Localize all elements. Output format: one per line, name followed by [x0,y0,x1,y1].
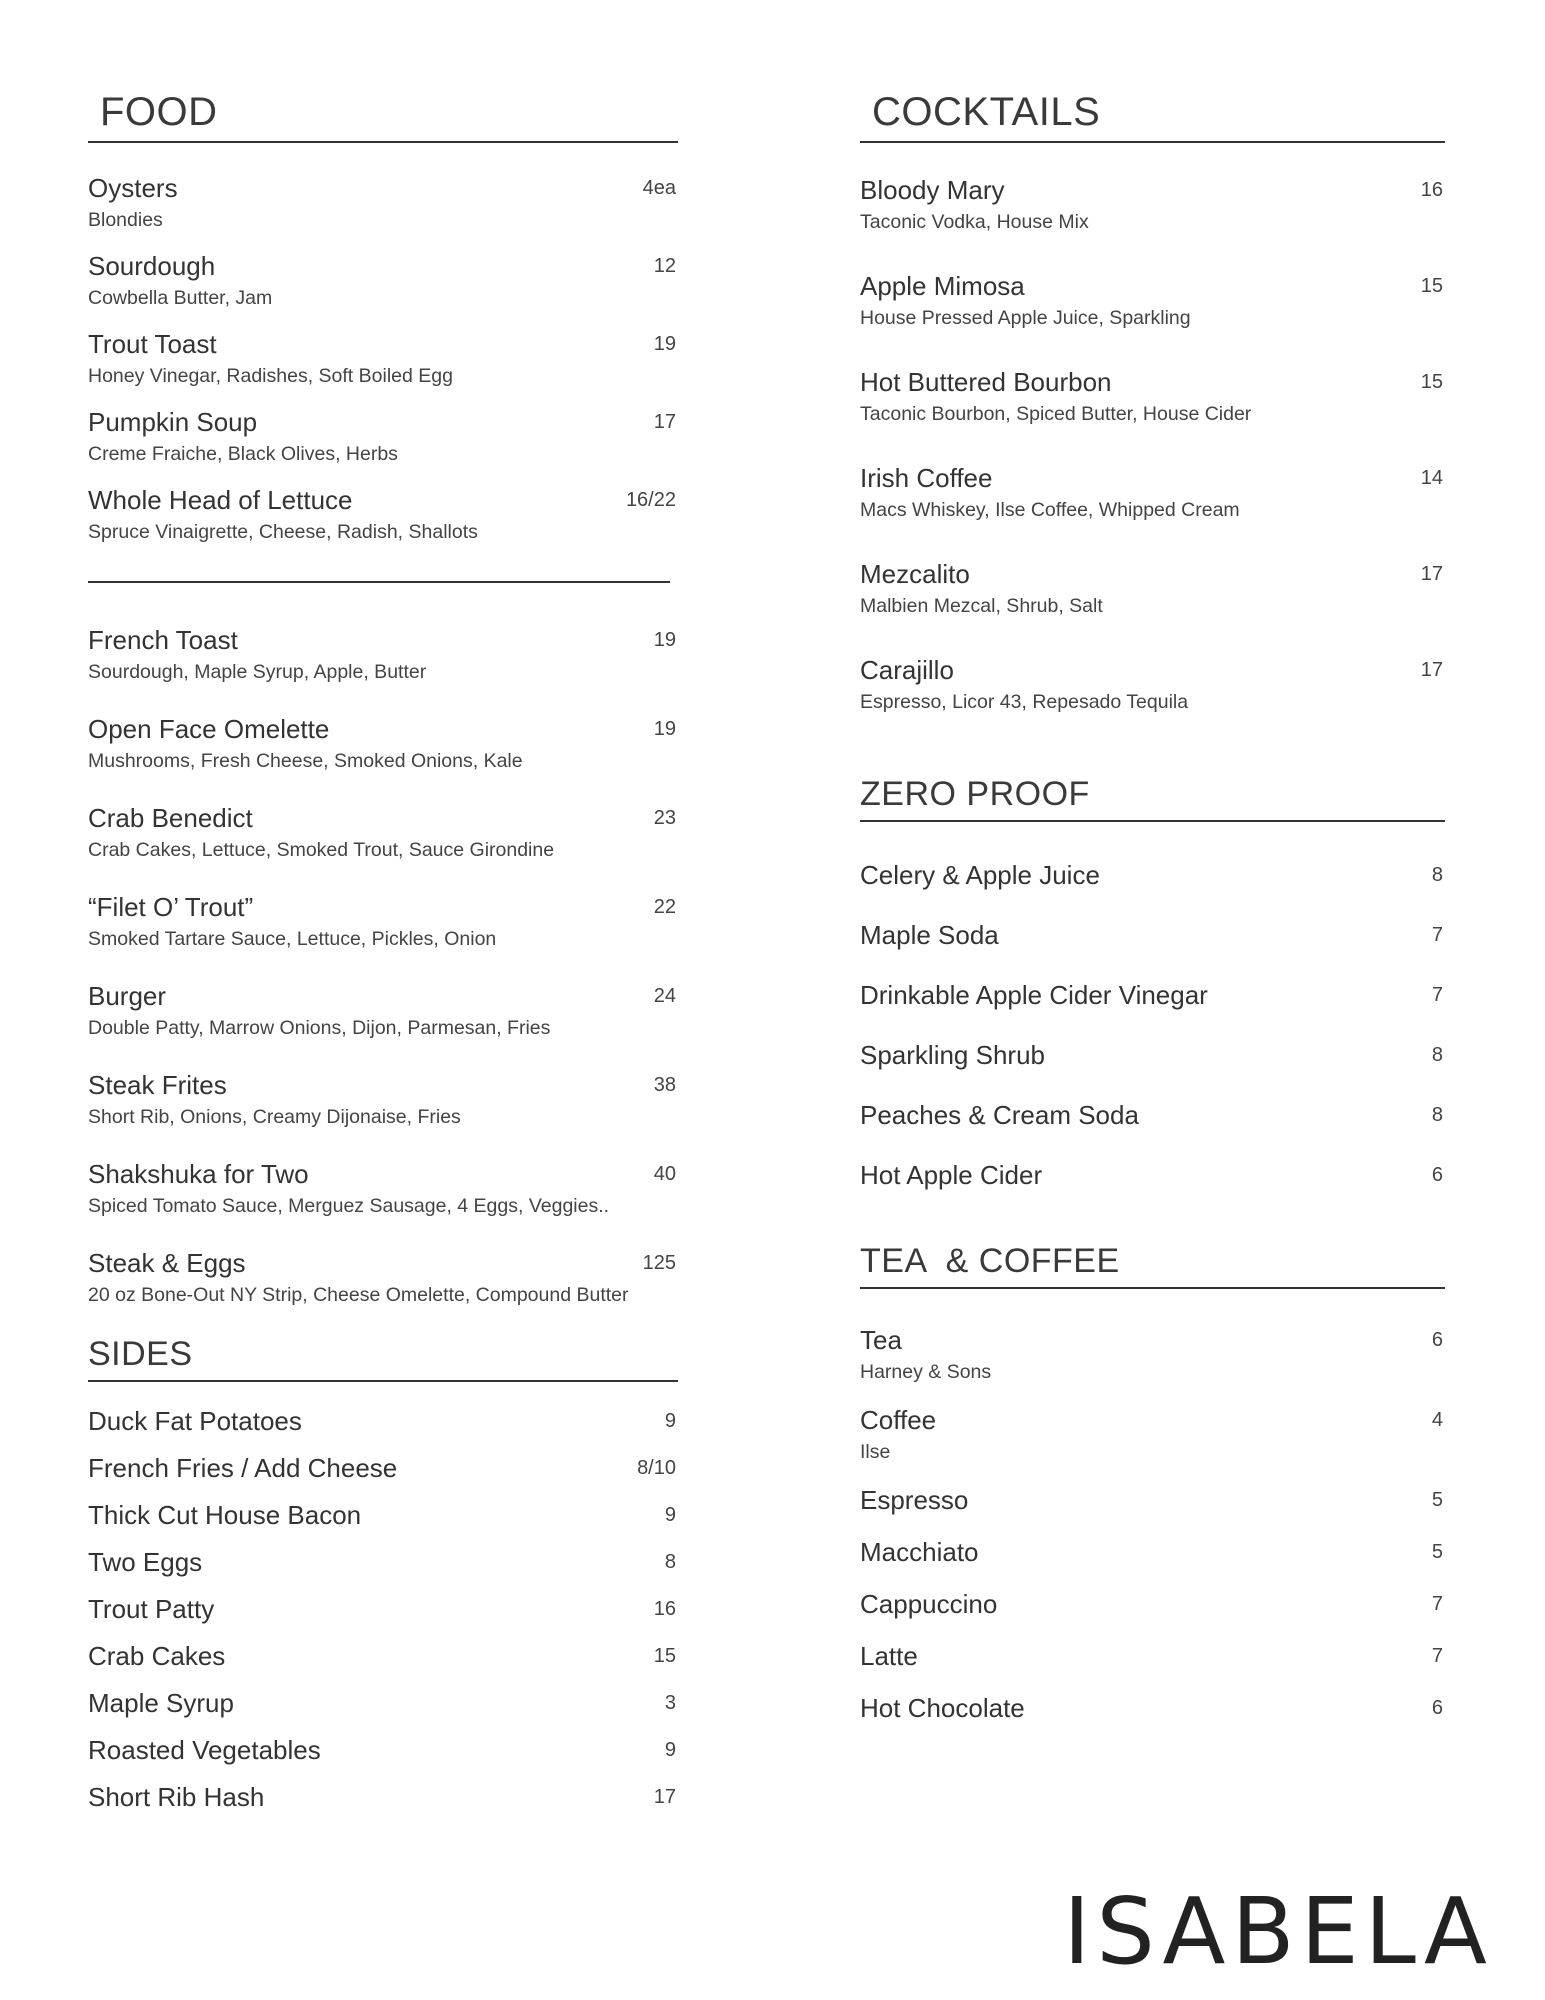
item-price: 9 [664,1410,676,1432]
item-price: 16/22 [625,489,676,511]
food-mains-list [88,623,678,1308]
item-name: Hot Chocolate [860,1693,1025,1723]
cocktails-section [860,90,1445,715]
item-description: Blondies [88,209,163,231]
menu-item [88,249,678,311]
item-price: 8 [1431,864,1443,886]
menu-item [860,269,1445,331]
item-price: 19 [653,333,676,355]
menu-item [88,1545,678,1579]
item-price: 38 [653,1074,676,1096]
item-description: House Pressed Apple Juice, Sparkling [860,307,1191,329]
item-price: 17 [653,411,676,433]
item-price: 8/10 [637,1457,676,1479]
item-price: 7 [1431,1645,1443,1667]
zero-proof-list [860,858,1445,1192]
item-name: Latte [860,1641,918,1671]
menu-item [88,1733,678,1767]
menu-item [860,557,1445,619]
item-description: Spiced Tomato Sauce, Merguez Sausage, 4 Eggs, Veggies.. [88,1195,610,1217]
item-description: Cowbella Butter, Jam [88,287,273,309]
item-description: Double Patty, Marrow Onions, Dijon, Parmesan, Fries [88,1017,551,1039]
item-name: Open Face Omelette [88,714,330,744]
menu-item [88,801,678,863]
item-price: 8 [664,1551,676,1573]
item-name: Peaches & Cream Soda [860,1100,1139,1130]
tea-coffee-section [860,1242,1445,1725]
menu-item [860,1535,1445,1569]
cocktails-section-title: COCKTAILS [860,90,1445,143]
zero-proof-section-title: ZERO PROOF [860,775,1445,822]
item-price: 6 [1431,1164,1443,1186]
item-name: Two Eggs [88,1547,203,1577]
item-price: 17 [1420,563,1443,585]
item-description: Ilse [860,1441,891,1463]
menu-item [860,1639,1445,1673]
item-name: Trout Patty [88,1594,215,1624]
item-name: French Fries / Add Cheese [88,1453,398,1483]
item-name: Crab Cakes [88,1641,226,1671]
menu-item [88,1404,678,1438]
food-starters-list [88,171,678,545]
item-name: Thick Cut House Bacon [88,1500,362,1530]
item-price: 4ea [642,177,676,199]
item-description: Mushrooms, Fresh Cheese, Smoked Onions, Kale [88,750,523,772]
item-name: French Toast [88,625,238,655]
menu-item [860,1403,1445,1465]
item-name: Espresso [860,1485,969,1515]
menu-item [860,1158,1445,1192]
item-price: 24 [653,985,676,1007]
item-description: Malbien Mezcal, Shrub, Salt [860,595,1103,617]
item-price: 14 [1420,467,1443,489]
item-price: 15 [653,1645,676,1667]
item-description: Crab Cakes, Lettuce, Smoked Trout, Sauce Girondine [88,839,555,861]
item-description: Sourdough, Maple Syrup, Apple, Butter [88,661,427,683]
menu-item [88,327,678,389]
item-price: 6 [1431,1329,1443,1351]
left-column [88,90,678,1827]
item-name: Irish Coffee [860,463,993,493]
item-name: Duck Fat Potatoes [88,1406,302,1436]
menu-item [88,1780,678,1814]
item-description: Macs Whiskey, Ilse Coffee, Whipped Cream [860,499,1240,521]
menu-item [860,1038,1445,1072]
item-name: “Filet O’ Trout” [88,892,254,922]
item-price: 22 [653,896,676,918]
item-name: Tea [860,1325,902,1355]
item-name: Short Rib Hash [88,1782,265,1812]
menu-item [860,1691,1445,1725]
menu-item [88,1592,678,1626]
item-name: Pumpkin Soup [88,407,258,437]
item-name: Hot Apple Cider [860,1160,1043,1190]
item-description: Harney & Sons [860,1361,992,1383]
item-description: 20 oz Bone-Out NY Strip, Cheese Omelette, Compound Butter [88,1284,629,1306]
item-description: Honey Vinegar, Radishes, Soft Boiled Egg [88,365,453,387]
sides-section [88,1335,678,1814]
menu-item [88,712,678,774]
brand-logo: ISABELA [1063,1878,1493,1985]
menu-item [88,171,678,233]
item-name: Roasted Vegetables [88,1735,321,1765]
item-name: Macchiato [860,1537,979,1567]
menu-item [860,365,1445,427]
item-price: 5 [1431,1489,1443,1511]
menu-item [860,858,1445,892]
menu-item [88,1246,678,1308]
menu-item [88,1157,678,1219]
sides-section-title: SIDES [88,1335,678,1382]
item-name: Burger [88,981,167,1011]
sides-list [88,1404,678,1814]
item-price: 9 [664,1739,676,1761]
item-name: Celery & Apple Juice [860,860,1100,890]
item-name: Drinkable Apple Cider Vinegar [860,980,1208,1010]
item-name: Mezcalito [860,559,970,589]
item-name: Crab Benedict [88,803,253,833]
menu-item [88,1686,678,1720]
item-price: 4 [1431,1409,1443,1431]
item-name: Trout Toast [88,329,217,359]
menu-item [88,1451,678,1485]
item-price: 9 [664,1504,676,1526]
menu-item [860,1587,1445,1621]
item-price: 3 [664,1692,676,1714]
item-name: Sparkling Shrub [860,1040,1045,1070]
menu-item [88,1068,678,1130]
menu-item [88,483,678,545]
item-description: Espresso, Licor 43, Repesado Tequila [860,691,1189,713]
item-name: Steak & Eggs [88,1248,246,1278]
item-name: Steak Frites [88,1070,227,1100]
item-price: 125 [642,1252,676,1274]
item-price: 12 [653,255,676,277]
item-name: Shakshuka for Two [88,1159,309,1189]
item-description: Taconic Vodka, House Mix [860,211,1089,233]
cocktails-list [860,173,1445,715]
item-name: Sourdough [88,251,216,281]
menu-item [860,1098,1445,1132]
menu-item [88,1498,678,1532]
section-divider [88,581,670,583]
item-name: Maple Soda [860,920,999,950]
item-price: 7 [1431,984,1443,1006]
item-name: Oysters [88,173,178,203]
menu-item [88,1639,678,1673]
item-description: Taconic Bourbon, Spiced Butter, House Cider [860,403,1252,425]
item-name: Whole Head of Lettuce [88,485,353,515]
item-description: Short Rib, Onions, Creamy Dijonaise, Fries [88,1106,461,1128]
item-price: 16 [653,1598,676,1620]
item-price: 6 [1431,1697,1443,1719]
item-price: 19 [653,629,676,651]
item-price: 23 [653,807,676,829]
item-price: 15 [1420,371,1443,393]
food-section-title: FOOD [88,90,678,143]
item-price: 7 [1431,924,1443,946]
item-price: 17 [653,1786,676,1808]
item-price: 17 [1420,659,1443,681]
menu-item [860,918,1445,952]
menu-item [860,978,1445,1012]
menu-item [88,405,678,467]
item-name: Hot Buttered Bourbon [860,367,1112,397]
item-price: 40 [653,1163,676,1185]
item-name: Maple Syrup [88,1688,234,1718]
item-description: Creme Fraiche, Black Olives, Herbs [88,443,398,465]
item-name: Carajillo [860,655,954,685]
item-price: 7 [1431,1593,1443,1615]
item-name: Apple Mimosa [860,271,1025,301]
tea-coffee-list [860,1323,1445,1725]
menu-item [88,623,678,685]
item-price: 5 [1431,1541,1443,1563]
item-name: Bloody Mary [860,175,1005,205]
item-price: 16 [1420,179,1443,201]
menu-item [88,890,678,952]
item-name: Coffee [860,1405,937,1435]
item-price: 15 [1420,275,1443,297]
menu-item [860,173,1445,235]
menu-item [860,1323,1445,1385]
zero-proof-section [860,775,1445,1192]
menu-item [860,653,1445,715]
item-price: 19 [653,718,676,740]
item-description: Spruce Vinaigrette, Cheese, Radish, Shallots [88,521,478,543]
item-description: Smoked Tartare Sauce, Lettuce, Pickles, Onion [88,928,497,950]
item-name: Cappuccino [860,1589,998,1619]
item-price: 8 [1431,1104,1443,1126]
menu-item [860,461,1445,523]
item-price: 8 [1431,1044,1443,1066]
right-column [860,90,1445,1743]
menu-item [88,979,678,1041]
menu-item [860,1483,1445,1517]
tea-coffee-section-title: TEA & COFFEE [860,1242,1445,1289]
